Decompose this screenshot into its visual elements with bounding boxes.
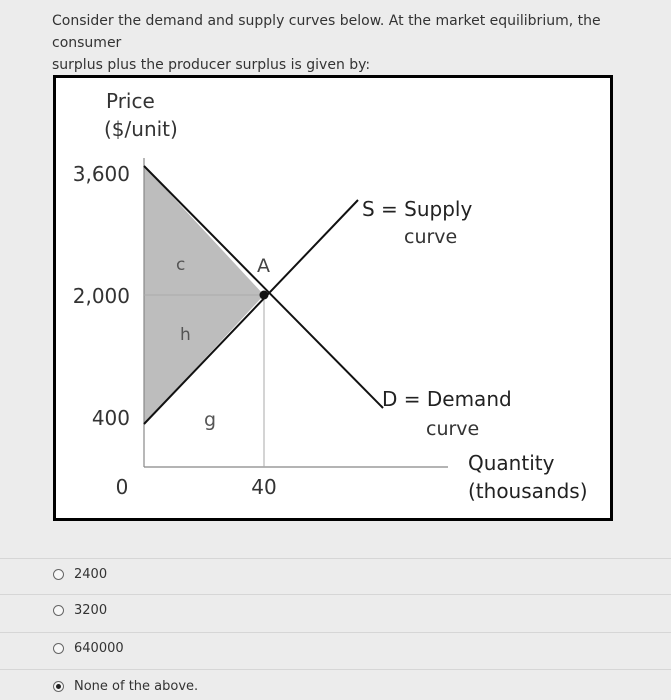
- option-separator: [0, 558, 671, 559]
- option-separator: [0, 594, 671, 595]
- y-axis-title-line-1: Price: [106, 89, 155, 113]
- option-none-of-the-above[interactable]: [48, 672, 648, 700]
- radio-selected-icon[interactable]: [53, 681, 64, 692]
- question-text: [52, 10, 652, 76]
- demand-label-line-1: D = Demand: [382, 387, 512, 411]
- option-label: None of the above.: [74, 678, 199, 694]
- question-line-1: Consider the demand and supply curves below. At the market equilibrium, the consumer: [52, 13, 601, 51]
- radio-icon[interactable]: [53, 643, 64, 654]
- option-label: 640000: [74, 640, 124, 656]
- x-tick-0: 0: [115, 475, 129, 499]
- figure-frame: [53, 75, 613, 521]
- region-label-g: g: [204, 409, 217, 431]
- region-label-h: h: [180, 325, 191, 345]
- demand-label-line-2: curve: [426, 418, 480, 440]
- option-label: 2400: [74, 566, 108, 582]
- option-separator: [0, 669, 671, 670]
- x-axis-title-line-1: Quantity: [468, 451, 555, 475]
- supply-label-line-2: curve: [404, 226, 458, 248]
- option-640000[interactable]: [48, 634, 648, 662]
- y-axis-title-line-2: ($/unit): [104, 117, 178, 141]
- supply-label-line-1: S = Supply: [362, 197, 473, 221]
- region-label-c: c: [176, 255, 186, 275]
- region-label-a: A: [257, 255, 270, 277]
- option-label: 3200: [74, 602, 108, 618]
- question-line-2: surplus plus the producer surplus is given by:: [52, 57, 371, 73]
- radio-icon[interactable]: [53, 569, 64, 580]
- x-axis-title-line-2: (thousands): [468, 479, 588, 503]
- supply-demand-diagram: [56, 78, 610, 518]
- x-tick-40: 40: [251, 475, 277, 499]
- y-tick-2000: 2,000: [72, 284, 130, 308]
- equilibrium-point: [260, 291, 269, 300]
- option-3200[interactable]: [48, 596, 648, 624]
- option-separator: [0, 632, 671, 633]
- option-2400[interactable]: [48, 560, 648, 588]
- y-tick-400: 400: [91, 406, 130, 430]
- y-tick-3600: 3,600: [72, 162, 130, 186]
- radio-icon[interactable]: [53, 605, 64, 616]
